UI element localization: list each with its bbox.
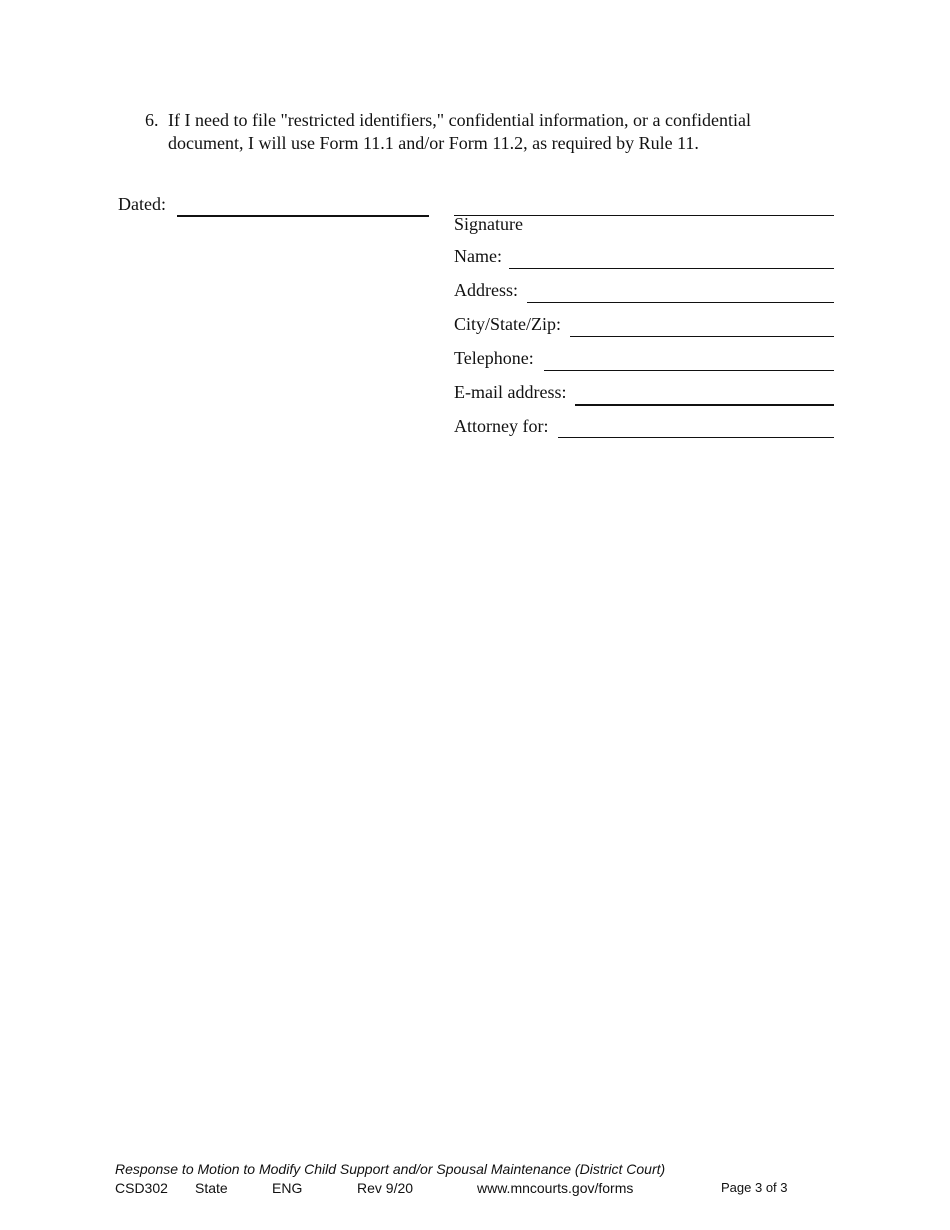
address-field[interactable] [527,302,834,303]
item-text [168,109,828,155]
city-state-zip-label: City/State/Zip: [454,314,561,334]
revision: Rev 9/20 [357,1180,414,1196]
name-label: Name: [454,246,502,266]
city-state-zip-field[interactable] [570,336,834,337]
attorney-for-label: Attorney for: [454,416,549,436]
email-field[interactable] [575,404,834,406]
form-title: Response to Motion to Modify Child Support and/or Spousal Maintenance (District Court) [115,1161,666,1177]
attorney-for-field[interactable] [558,437,834,438]
telephone-field[interactable] [544,370,834,371]
address-label: Address: [454,280,518,300]
name-field[interactable] [509,268,834,269]
email-label: E-mail address: [454,382,567,402]
item-text-line-2: document, I will use Form 11.1 and/or Form 11.2, as required by Rule 11. [168,133,699,153]
page-number: Page 3 of 3 [721,1180,788,1195]
language: ENG [272,1180,303,1196]
telephone-label: Telephone: [454,348,534,368]
dated-field[interactable] [177,215,429,217]
form-code: CSD302 [115,1180,168,1196]
item-text-line-1: If I need to file "restricted identifiers," confidential information, or a confidential [168,110,751,130]
website-link[interactable]: www.mncourts.gov/forms [477,1180,634,1196]
item-number: 6. [145,110,159,130]
dated-label: Dated: [118,194,166,214]
jurisdiction: State [195,1180,228,1196]
signature-label: Signature [454,214,523,234]
